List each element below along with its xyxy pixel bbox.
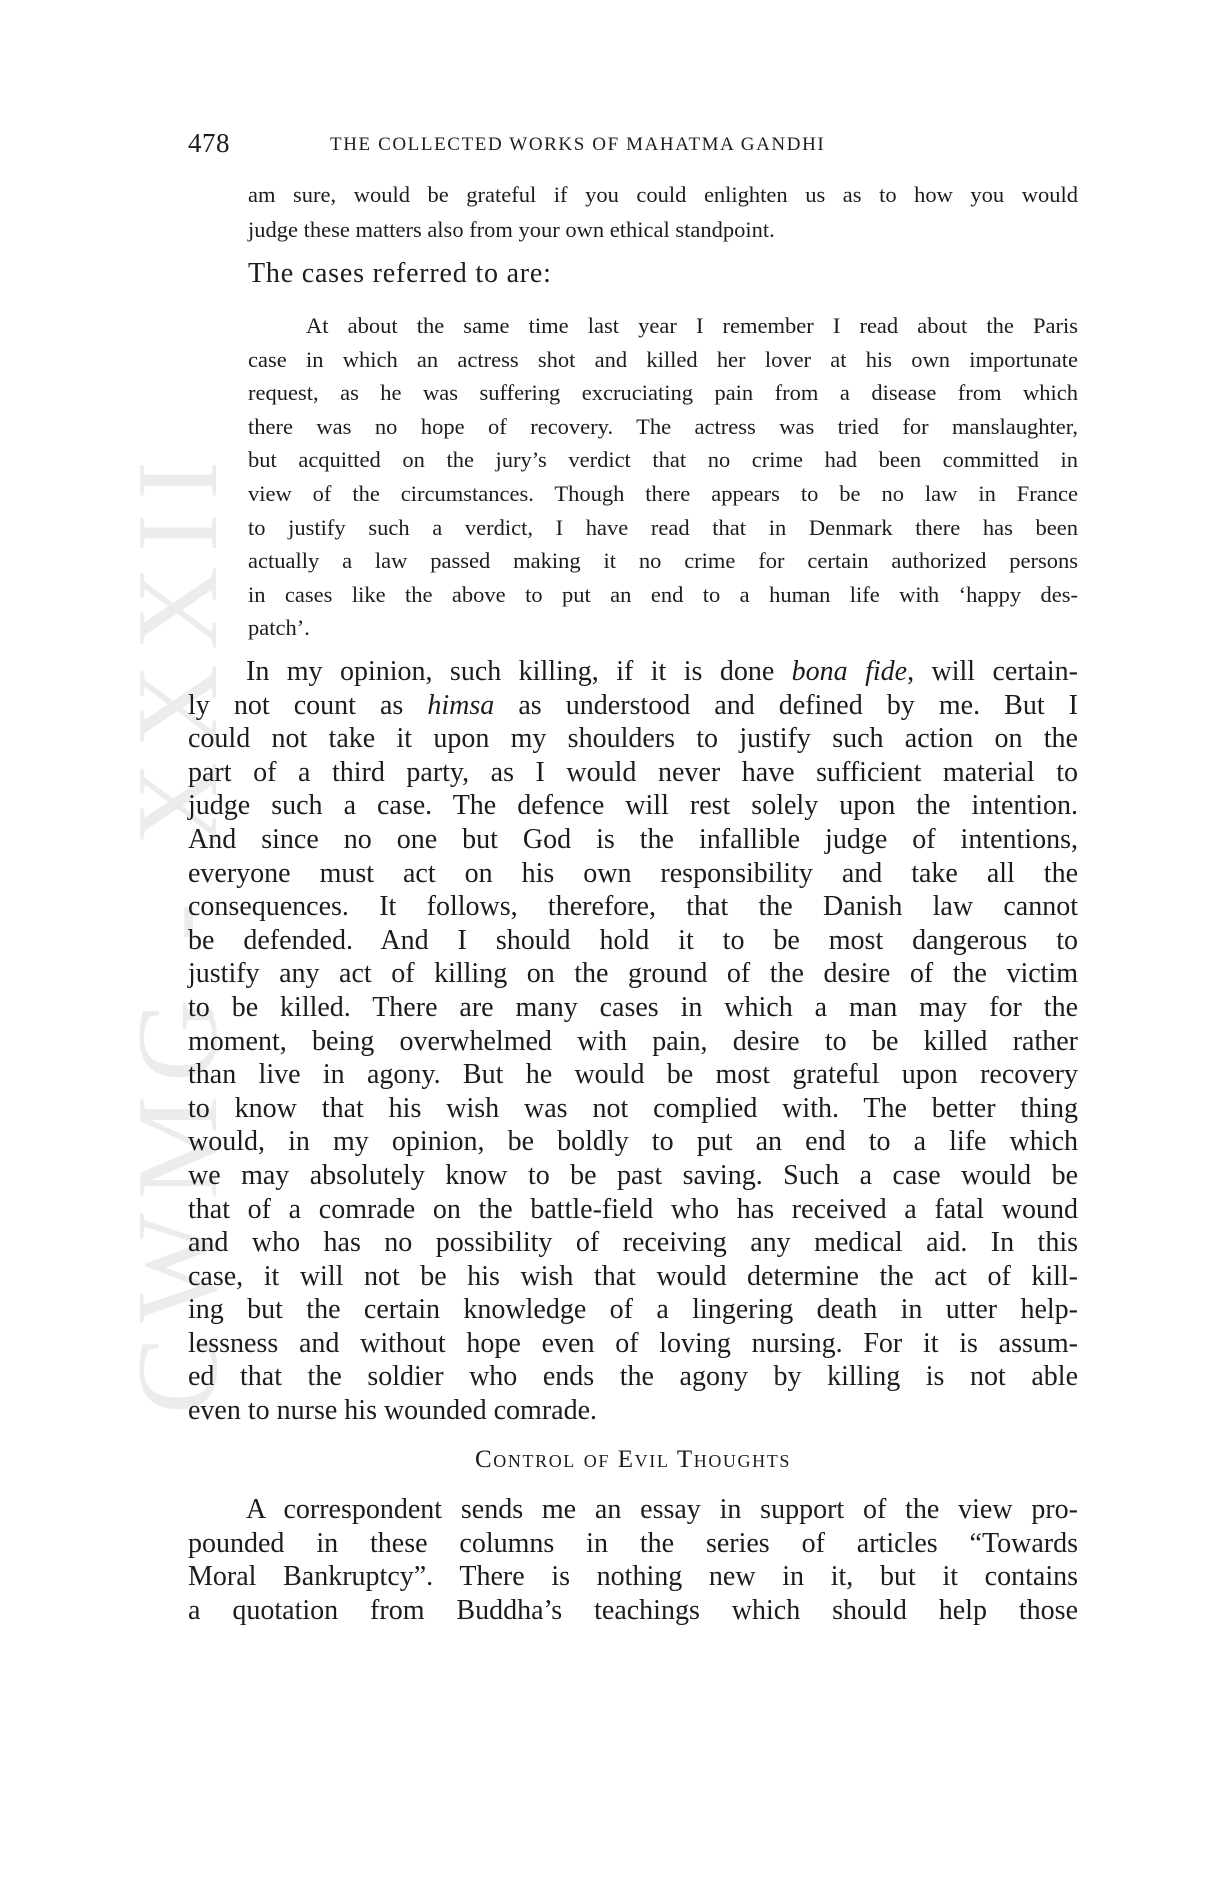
text-run: , will certain- (907, 656, 1078, 687)
quote-line: request, as he was suffering excruciating pain from a disease from which (248, 380, 1078, 406)
running-head: THE COLLECTED WORKS OF MAHATMA GANDHI (330, 134, 826, 155)
body-line: case, it will not be his wish that would determine the act of kill- (188, 1260, 1078, 1292)
correspondent-paragraph (188, 1493, 1078, 1627)
italic-term: himsa (427, 689, 495, 721)
body-line: than live in agony. But he would be most grateful upon recovery (188, 1059, 1078, 1091)
watermark-text: CWMG - XXXII (113, 446, 242, 1414)
body-line (188, 655, 1078, 689)
section-heading: Control of Evil Thoughts (475, 1446, 791, 1473)
body-line: And since no one but God is the infallible judge of intentions, (188, 823, 1078, 855)
body-line: pounded in these columns in the series of articles “Towards (188, 1527, 1078, 1559)
body-line: to know that his wish was not complied with. The better thing (188, 1092, 1078, 1124)
italic-term: bona fide (791, 656, 908, 687)
text-run: In my opinion, such killing, if it is done (246, 656, 792, 687)
body-line: could not take it upon my shoulders to justify such action on the (188, 723, 1078, 755)
body-line: judge such a case. The defence will rest solely upon the intention. (188, 790, 1078, 822)
body-line: everyone must act on his own responsibility and take all the (188, 857, 1078, 889)
body-line: lessness and without hope even of loving nursing. For it is assum- (188, 1327, 1078, 1359)
quote-line: case in which an actress shot and killed her lover at his own importunate (248, 346, 1078, 372)
body-line: a quotation from Buddha’s teachings which should help those (188, 1594, 1078, 1626)
body-line: would, in my opinion, be boldly to put an end to a life which (188, 1126, 1078, 1158)
body-line: be defended. And I should hold it to be most dangerous to (188, 924, 1078, 956)
quote-line: to justify such a verdict, I have read that in Denmark there has been (248, 514, 1078, 540)
quote-line: in cases like the above to put an end to a human life with ‘happy des- (248, 581, 1078, 607)
intro-line: The cases referred to are: (248, 258, 552, 289)
text-line: judge these matters also from your own ethical standpoint. (248, 216, 775, 242)
body-line: A correspondent sends me an essay in support of the view pro- (246, 1494, 1078, 1525)
text-run: as understood and defined by me. But I (494, 689, 1079, 721)
body-line: that of a comrade on the battle-field who has received a fatal wound (188, 1193, 1078, 1225)
body-line: Moral Bankruptcy”. There is nothing new in it, but it contains (188, 1561, 1078, 1593)
body-line (188, 689, 1078, 723)
body-line: and who has no possibility of receiving any medical aid. In this (188, 1227, 1078, 1259)
body-line: part of a third party, as I would never have sufficient material to (188, 756, 1078, 788)
body-line: even to nurse his wounded comrade. (188, 1395, 597, 1427)
quote-line: view of the circumstances. Though there appears to be no law in France (248, 480, 1078, 506)
body-line: we may absolutely know to be past saving. Such a case would be (188, 1159, 1078, 1191)
body-line: to be killed. There are many cases in which a man may for the (188, 991, 1078, 1023)
body-line: justify any act of killing on the ground of the desire of the victim (188, 958, 1078, 990)
quote-line: patch’. (248, 615, 310, 641)
body-line: moment, being overwhelmed with pain, desire to be killed rather (188, 1025, 1078, 1057)
page-number: 478 (188, 128, 230, 158)
quote-line: actually a law passed making it no crime for certain authorized persons (248, 548, 1078, 574)
quote-line: there was no hope of recovery. The actress was tried for manslaughter, (248, 413, 1078, 439)
quote-line: At about the same time last year I remember I read about the Paris (306, 313, 1078, 338)
quote-line: but acquitted on the jury’s verdict that no crime had been committed in (248, 447, 1078, 473)
body-line: ed that the soldier who ends the agony by killing is not able (188, 1361, 1078, 1393)
letter-continuation (248, 178, 1078, 247)
text-run: ly not count as (188, 689, 428, 721)
body-line: consequences. It follows, therefore, that the Danish law cannot (188, 891, 1078, 923)
reply-paragraph (188, 655, 1078, 1428)
text-line: am sure, would be grateful if you could enlighten us as to how you would (248, 182, 1078, 207)
body-line: ing but the certain knowledge of a lingering death in utter help- (188, 1294, 1078, 1326)
quoted-case (248, 309, 1078, 645)
